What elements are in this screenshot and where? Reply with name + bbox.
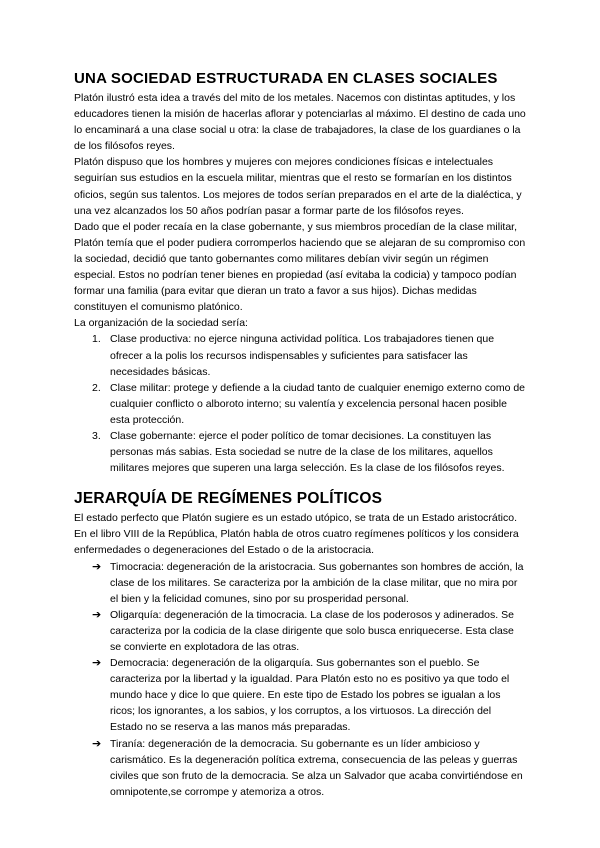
arrow-bullet-icon: ➔ — [92, 657, 102, 670]
paragraph-comunismo-platonico: Dado que el poder recaía en la clase gobernante, y sus miembros procedían de la clase militar, Platón temía que el poder pudiera corromperlos haciendo que se alejaran de su compromiso con la sociedad, decidió que tanto gobernantes como militares debían vivir según un régimen especial. Estos no podrían tener bienes en propiedad (así evitaba la codicia) y tampoco podían formar una familia (para evitar que dieran un trato a favor a sus hijos). Dichas medidas constituyen el comunismo platónico. — [74, 220, 526, 314]
paragraph-mito-metales: Platón ilustró esta idea a través del mito de los metales. Nacemos con distintas aptitudes, y los educadores tienen la misión de hacerlas aflorar y potenciarlas al máximo. El destino de cada uno lo encaminará a una clase social u otra: la clase de trabajadores, la clase de los guardianes o la de los filósofos reyes. — [74, 92, 526, 153]
list-item-text: Tiranía: degeneración de la democracia. Su gobernante es un líder ambicioso y carismático. Es la degeneración política extrema, consecuencia de las peleas y guerras civiles que son fruto de la democracia. Se alza un Salvador que acaba convirtiéndose en omnipotente,se corrompe y atemoriza a otros. — [110, 737, 523, 798]
list-item-tirania — [74, 736, 526, 800]
arrow-bullet-icon: ➔ — [92, 560, 102, 573]
list-item-text: Oligarquía: degeneración de la timocracia. La clase de los poderosos y adinerados. Se caracteriza por la codicia de la clase dirigente que solo busca enriquecerse. Esta clase se convierte en explotadora de las otras. — [110, 608, 514, 653]
section-title-jerarquia: JERARQUÍA DE REGÍMENES POLÍTICOS — [74, 490, 383, 508]
regimes-list — [74, 559, 526, 800]
list-item-democracia — [74, 655, 526, 735]
arrow-bullet-icon: ➔ — [92, 608, 102, 621]
list-item-text: Democracia: degeneración de la oligarquía. Sus gobernantes son el pueblo. Se caracteriza por la libertad y la igualdad. Para Platón esto no es positivo ya que todo el mundo hace y dice lo que quiere. En este tipo de Estado los pobres se igualan a los ricos; los ignorantes, a los sabios, y los corruptos, a los virtuosos. La dirección del Estado no se reserva a las manos más preparadas. — [110, 657, 510, 734]
class-list — [74, 331, 526, 476]
list-item-timocracia — [74, 559, 526, 607]
list-number: 2. — [92, 381, 101, 394]
list-item-text: Clase gobernante: ejerce el poder político de tomar decisiones. La constituyen las personas más sabias. Esta sociedad se nutre de la clase de los militares, aquellos militares mejores que superen una larga selección. Es la clase de los filósofos reyes. — [110, 429, 505, 475]
paragraph-organizacion: La organización de la sociedad sería: — [74, 317, 248, 330]
list-number: 3. — [92, 429, 101, 442]
list-item-text: Clase militar: protege y defiende a la ciudad tanto de cualquier enemigo externo como de cualquier conflicto o alboroto interno; su valentía y excelencia personal hacen posible esta protección. — [110, 381, 526, 426]
list-item-text: Timocracia: degeneración de la aristocracia. Sus gobernantes son hombres de acción, la clase de los militares. Se caracteriza por la ambición de la clase militar, que no mira por el bien y la felicidad comunes, sino por su prosperidad personal. — [110, 560, 524, 605]
list-item-clase-gobernante — [74, 428, 526, 476]
arrow-bullet-icon: ➔ — [92, 737, 102, 750]
list-item-oligarquia — [74, 607, 526, 655]
list-item-clase-militar — [74, 380, 526, 428]
paragraph-estado-perfecto: El estado perfecto que Platón sugiere es un estado utópico, se trata de un Estado aristocrático. En el libro VIII de la República, Platón habla de otros cuatro regímenes políticos y los considera enfermedades o degeneraciones del Estado o de la aristocracia. — [74, 512, 519, 557]
list-number: 1. — [92, 333, 101, 346]
paragraph-escuela-militar: Platón dispuso que los hombres y mujeres con mejores condiciones físicas e intelectuales seguirían sus estudios en la escuela militar, mientras que el resto se formarían en los distintos oficios, según sus talentos. Los mejores de todos serían preparados en el arte de la dialéctica, y una vez alcanzados los 50 años podrían pasar a formar parte de los filósofos reyes. — [74, 156, 522, 217]
list-item-text: Clase productiva: no ejerce ninguna actividad política. Los trabajadores tienen que ofrecer a la polis los recursos indispensables y suficientes para satisfacer las necesidades básicas. — [110, 333, 495, 378]
list-item-clase-productiva — [74, 331, 526, 379]
section-title-clases-sociales: UNA SOCIEDAD ESTRUCTURADA EN CLASES SOCIALES — [74, 70, 498, 87]
